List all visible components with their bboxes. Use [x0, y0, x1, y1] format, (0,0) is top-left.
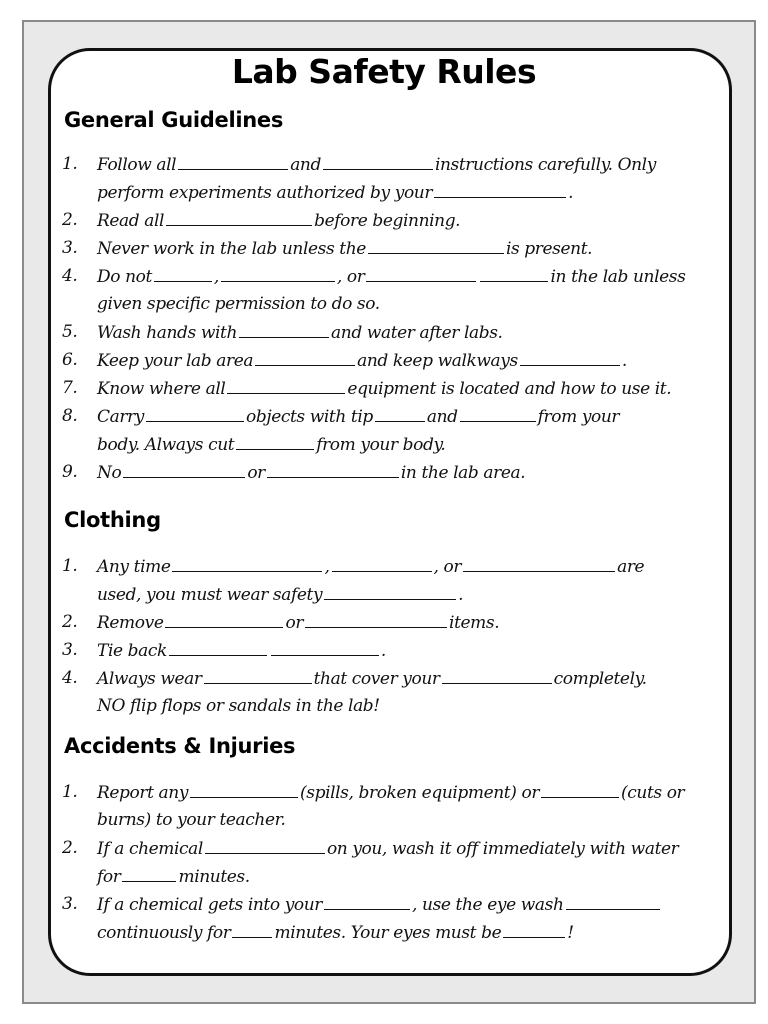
- blank-line: [267, 462, 399, 478]
- list-item: Do not , , or in the lab unless: [97, 267, 686, 287]
- blank-line: [271, 640, 379, 656]
- list-number: 3.: [62, 894, 78, 914]
- list-number: 4.: [62, 266, 78, 286]
- list-item-continuation: NO flip flops or sandals in the lab!: [97, 696, 380, 716]
- list-number: 7.: [62, 378, 78, 398]
- blank-line: [332, 556, 432, 572]
- blank-line: [368, 238, 504, 254]
- list-item: Remove or items.: [97, 613, 500, 633]
- list-number: 3.: [62, 238, 78, 258]
- list-number: 2.: [62, 612, 78, 632]
- blank-line: [122, 866, 176, 882]
- blank-line: [165, 612, 283, 628]
- list-number: 1.: [62, 556, 78, 576]
- list-item: Tie back .: [97, 641, 386, 661]
- blank-line: [232, 922, 272, 938]
- section-heading-accidents: Accidents & Injuries: [64, 734, 296, 758]
- list-item: Read all before beginning.: [97, 211, 461, 231]
- list-item: Any time , , or are: [97, 557, 645, 577]
- list-number: 3.: [62, 640, 78, 660]
- list-item: If a chemical on you, wash it off immediately with water: [97, 839, 679, 859]
- blank-line: [324, 894, 410, 910]
- list-item: No or in the lab area.: [97, 463, 526, 483]
- list-number: 1.: [62, 154, 78, 174]
- blank-line: [239, 322, 329, 338]
- list-item-continuation: used, you must wear safety .: [97, 585, 464, 605]
- blank-line: [172, 556, 322, 572]
- list-item-continuation: burns) to your teacher.: [97, 810, 286, 830]
- list-item-continuation: body. Always cut from your body.: [97, 435, 446, 455]
- list-number: 6.: [62, 350, 78, 370]
- blank-line: [123, 462, 245, 478]
- list-item-continuation: perform experiments authorized by your .: [97, 183, 574, 203]
- blank-line: [236, 434, 314, 450]
- blank-line: [366, 266, 476, 282]
- blank-line: [154, 266, 212, 282]
- blank-line: [190, 782, 298, 798]
- list-item: Keep your lab area and keep walkways .: [97, 351, 627, 371]
- list-number: 2.: [62, 838, 78, 858]
- blank-line: [146, 406, 244, 422]
- blank-line: [541, 782, 619, 798]
- page-title: Lab Safety Rules: [231, 52, 537, 91]
- list-item-continuation: for minutes.: [97, 867, 250, 887]
- blank-line: [166, 210, 312, 226]
- blank-line: [169, 640, 267, 656]
- list-item: Always wear that cover your completely.: [97, 669, 647, 689]
- blank-line: [460, 406, 536, 422]
- blank-line: [255, 350, 355, 366]
- list-number: 1.: [62, 782, 78, 802]
- list-item: Carry objects with tip and from your: [97, 407, 620, 427]
- list-item-continuation: continuously for minutes. Your eyes must be !: [97, 923, 574, 943]
- blank-line: [305, 612, 447, 628]
- list-item: Never work in the lab unless the is present.: [97, 239, 593, 259]
- blank-line: [324, 584, 456, 600]
- blank-line: [227, 378, 345, 394]
- list-item: Report any (spills, broken equipment) or (cuts or: [97, 783, 685, 803]
- section-heading-general: General Guidelines: [64, 108, 284, 132]
- blank-line: [323, 154, 433, 170]
- blank-line: [566, 894, 660, 910]
- blank-line: [480, 266, 548, 282]
- list-item: Wash hands with and water after labs.: [97, 323, 503, 343]
- list-number: 2.: [62, 210, 78, 230]
- list-number: 4.: [62, 668, 78, 688]
- section-heading-clothing: Clothing: [64, 508, 161, 532]
- blank-line: [434, 182, 566, 198]
- blank-line: [178, 154, 288, 170]
- blank-line: [205, 838, 325, 854]
- blank-line: [463, 556, 615, 572]
- list-item-continuation: given specific permission to do so.: [97, 294, 380, 314]
- blank-line: [520, 350, 620, 366]
- blank-line: [442, 668, 552, 684]
- blank-line: [221, 266, 335, 282]
- blank-line: [375, 406, 425, 422]
- list-item: Follow all and instructions carefully. Only: [97, 155, 656, 175]
- list-item: Know where all equipment is located and how to use it.: [97, 379, 672, 399]
- list-number: 9.: [62, 462, 78, 482]
- list-number: 8.: [62, 406, 78, 426]
- blank-line: [204, 668, 312, 684]
- list-item: If a chemical gets into your , use the eye wash: [97, 894, 662, 915]
- list-number: 5.: [62, 322, 78, 342]
- blank-line: [503, 922, 565, 938]
